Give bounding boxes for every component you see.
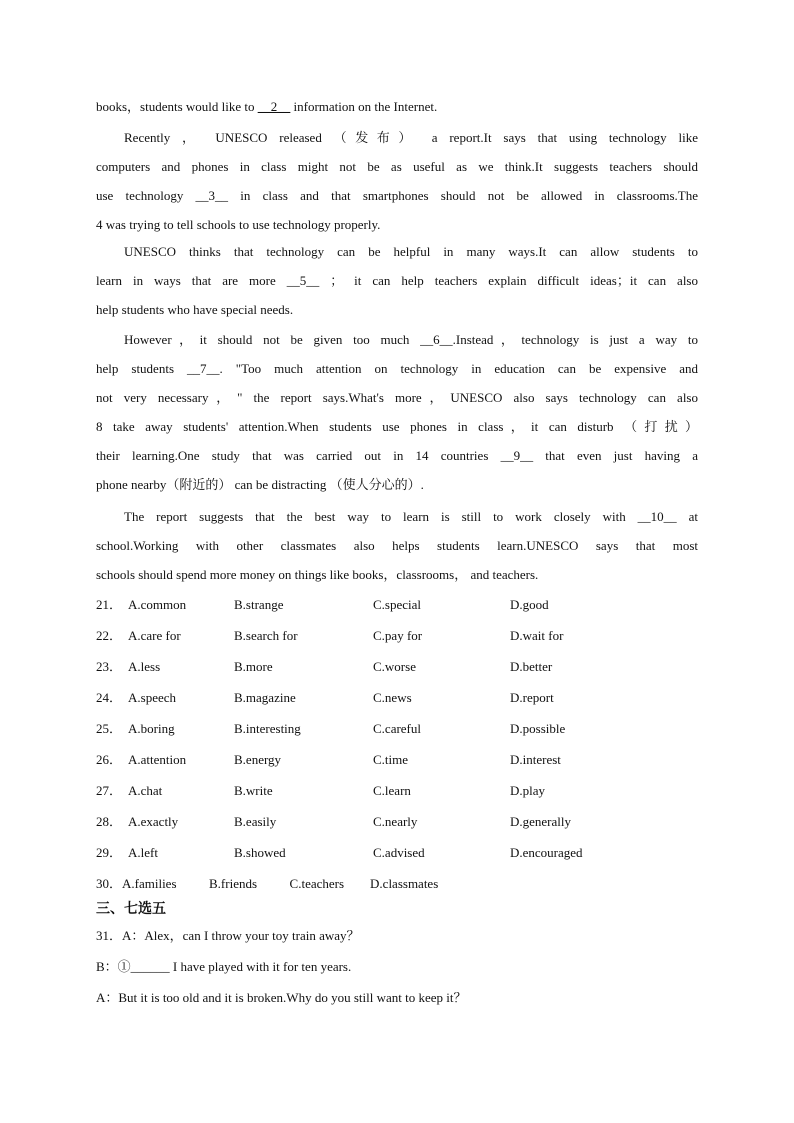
blank-2: __2__ [257, 99, 291, 114]
passage-line: their learning.One study that was carried out in 14 countries __9__ that even just having a [96, 448, 698, 463]
option-a: A.speech [128, 690, 177, 705]
question-number: 21． [96, 597, 123, 612]
option-row-25 [96, 713, 716, 744]
option-d: D.play [510, 783, 546, 798]
option-d: D.encouraged [510, 845, 583, 860]
option-c: C.careful [373, 721, 422, 736]
passage-paragraph-2 [96, 237, 698, 324]
passage-line: use technology __3__ in class and that smartphones should not be allowed in classrooms.The [96, 188, 698, 203]
option-b: B.energy [234, 752, 282, 767]
option-d: D.possible [510, 721, 566, 736]
option-b: B.easily [234, 814, 277, 829]
option-line-30: 30．A.families B.friends C.teachers D.classmates [96, 876, 439, 891]
option-b: B.more [234, 659, 273, 674]
question-number: 24． [96, 690, 123, 705]
dialogue-line-2: B：①______ I have played with it for ten years. [96, 959, 352, 974]
section-title: 三、七选五 [96, 901, 166, 917]
option-c: C.nearly [373, 814, 418, 829]
option-row-22 [96, 620, 716, 651]
answer-options [96, 589, 716, 899]
question-number: 28． [96, 814, 123, 829]
option-b: B.magazine [234, 690, 296, 705]
passage-line: 4 was trying to tell schools to use technology properly. [96, 217, 381, 232]
option-b: B.showed [234, 845, 286, 860]
option-d: D.good [510, 597, 549, 612]
option-a: A.care for [128, 628, 181, 643]
passage-line: learn in ways that are more __5__ ； it can help teachers explain difficult ideas；it can also [96, 273, 698, 288]
question-number: 27． [96, 783, 123, 798]
passage-line: The report suggests that the best way to learn is still to work closely with __10__ at [124, 509, 698, 524]
option-a: A.chat [128, 783, 163, 798]
option-a: A.attention [128, 752, 187, 767]
option-row-21 [96, 589, 716, 620]
option-c: C.learn [373, 783, 411, 798]
passage-line: phone nearby（附近的） can be distracting （使人分心的）. [96, 477, 424, 492]
passage-line: books，students would like to __2__ information on the Internet. [96, 99, 438, 114]
option-row-29 [96, 837, 716, 868]
passage-line: school.Working with other classmates also helps students learn.UNESCO says that most [96, 538, 698, 553]
option-a: A.left [128, 845, 158, 860]
passage-paragraph-4 [96, 502, 698, 589]
question-number: 25． [96, 721, 123, 736]
option-d: D.report [510, 690, 554, 705]
dialogue-line-1: 31．A：Alex，can I throw your toy train away？ [96, 928, 360, 943]
question-number: 22． [96, 628, 123, 643]
passage-paragraph-0 [96, 92, 698, 121]
option-row-23 [96, 651, 716, 682]
passage-line: not very necessary，" the report says.What's more，UNESCO also says technology can also [96, 390, 698, 405]
passage-line: Recently ， UNESCO released （发布） a report.It says that using technology like [124, 130, 698, 145]
question-number: 29． [96, 845, 123, 860]
question-number: 23． [96, 659, 123, 674]
passage-paragraph-1 [96, 123, 698, 239]
option-c: C.pay for [373, 628, 423, 643]
option-b: B.search for [234, 628, 298, 643]
passage-line: computers and phones in class might not be as useful as we think.It suggests teachers should [96, 159, 698, 174]
option-row-27 [96, 775, 716, 806]
option-d: D.wait for [510, 628, 564, 643]
option-row-24 [96, 682, 716, 713]
option-a: A.less [128, 659, 161, 674]
option-b: B.strange [234, 597, 284, 612]
dialogue-line-3: A：But it is too old and it is broken.Why do you still want to keep it？ [96, 990, 467, 1005]
option-c: C.worse [373, 659, 416, 674]
option-a: A.common [128, 597, 187, 612]
passage-line: help students who have special needs. [96, 302, 294, 317]
option-a: A.exactly [128, 814, 179, 829]
option-d: D.generally [510, 814, 572, 829]
option-c: C.special [373, 597, 422, 612]
passage-line: help students __7__. "Too much attention on technology in education can be expensive and [96, 361, 698, 376]
option-c: C.time [373, 752, 409, 767]
option-c: C.advised [373, 845, 425, 860]
option-b: B.write [234, 783, 273, 798]
option-row-26 [96, 744, 716, 775]
option-c: C.news [373, 690, 412, 705]
passage-line: UNESCO thinks that technology can be helpful in many ways.It can allow students to [124, 244, 698, 259]
option-row-30 [96, 868, 716, 899]
option-b: B.interesting [234, 721, 301, 736]
question-number: 26． [96, 752, 123, 767]
passage-line: schools should spend more money on things like books，classrooms， and teachers. [96, 567, 539, 582]
passage-line: 8 take away students' attention.When students use phones in class，it can disturb （打扰） [96, 419, 698, 434]
passage-paragraph-3 [96, 325, 698, 499]
option-d: D.better [510, 659, 553, 674]
option-d: D.interest [510, 752, 561, 767]
option-a: A.boring [128, 721, 175, 736]
passage-line: However，it should not be given too much __6__.Instead，technology is just a way to [124, 332, 698, 347]
option-row-28 [96, 806, 716, 837]
